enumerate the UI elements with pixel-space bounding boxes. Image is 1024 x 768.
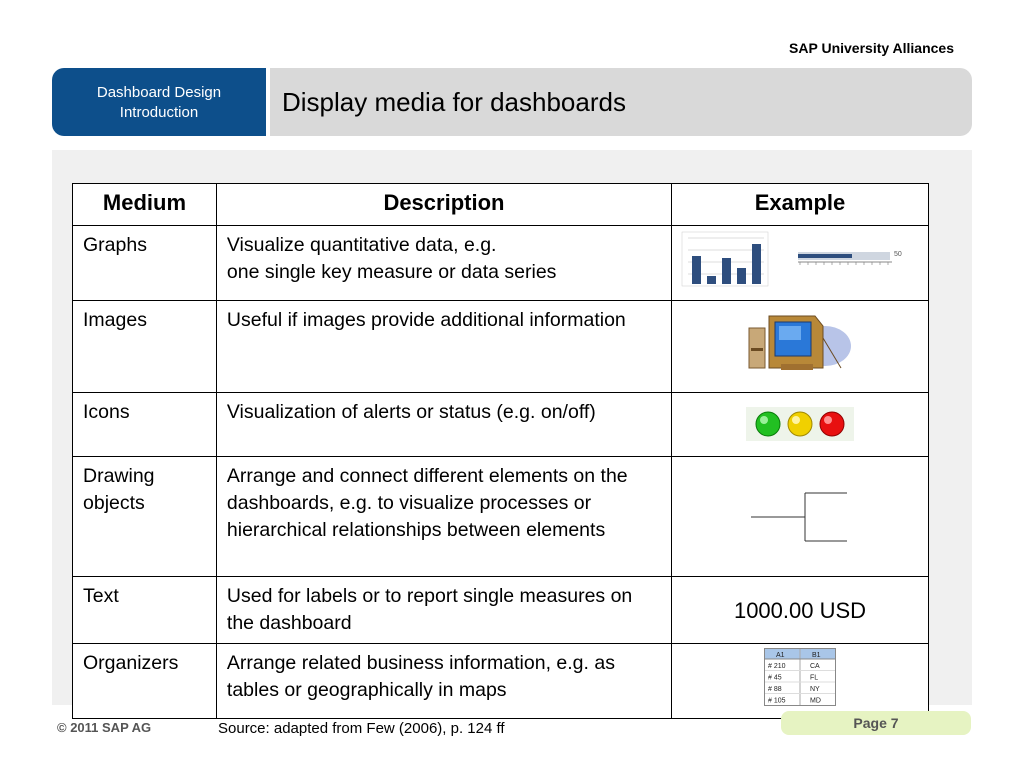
description-cell: Useful if images provide additional information (216, 301, 671, 393)
scale-label: 50 (894, 251, 902, 258)
table-row (73, 393, 929, 457)
mini-table-cell: CA (810, 663, 820, 670)
example-cell (672, 644, 929, 719)
header-example: Example (672, 184, 929, 226)
medium-cell: Text (73, 577, 217, 644)
connector-lines-icon (745, 483, 855, 543)
title-bar (270, 68, 972, 136)
example-cell (672, 301, 929, 393)
medium-cell: Icons (73, 393, 217, 457)
computer-icon (745, 308, 855, 378)
medium-line-1: Drawing (83, 465, 155, 487)
medium-line-2: objects (83, 492, 145, 514)
source-note: Source: adapted from Few (2006), p. 124 ff (218, 720, 505, 737)
mini-table-header: B1 (812, 652, 821, 659)
description-cell (216, 226, 671, 301)
mini-table-cell: NY (810, 686, 820, 693)
table-row (73, 301, 929, 393)
description-line-1: Visualize quantitative data, e.g. (226, 234, 497, 256)
example-cell (672, 457, 929, 577)
description-cell: Used for labels or to report single measures on the dashboard (216, 577, 671, 644)
mini-table-cell: # 88 (768, 686, 782, 693)
medium-cell (73, 457, 217, 577)
mini-table-icon (764, 648, 836, 706)
description-cell: Arrange related business information, e.g. as tables or geographically in maps (216, 644, 671, 719)
description-cell: Visualization of alerts or status (e.g. on/off) (216, 393, 671, 457)
description-line-2: one single key measure or data series (226, 261, 557, 283)
mini-table-cell: # 105 (768, 697, 786, 705)
medium-cell: Images (73, 301, 217, 393)
traffic-light-icon (746, 407, 854, 441)
description-cell: Arrange and connect different elements on the dashboards, e.g. to visualize processes or hierarchical relationships between elements (216, 457, 671, 577)
section-line-2: Introduction (119, 104, 199, 121)
mini-table-cell: MD (810, 697, 821, 705)
table-row (73, 644, 929, 719)
graph-example-icon (680, 230, 920, 288)
mini-table-cell: # 45 (768, 674, 782, 682)
text-example: 1000.00 USD (672, 577, 929, 644)
media-table (72, 183, 929, 719)
medium-cell: Graphs (73, 226, 217, 301)
mini-table-cell: FL (810, 674, 819, 682)
table-row (73, 226, 929, 301)
page-title: Display media for dashboards (282, 87, 626, 117)
page-number: Page 7 (853, 715, 899, 731)
table-row (73, 577, 929, 644)
example-cell (672, 393, 929, 457)
section-line-1: Dashboard Design (96, 84, 222, 101)
header-medium: Medium (73, 184, 217, 226)
mini-table-header: A1 (776, 652, 785, 659)
copyright: © 2011 SAP AG (57, 720, 152, 735)
table-header-row (73, 184, 929, 226)
slide-header (52, 68, 972, 136)
mini-table-cell: # 210 (768, 663, 786, 670)
medium-cell: Organizers (73, 644, 217, 719)
header-description: Description (216, 184, 671, 226)
section-label (52, 68, 266, 136)
brand-label: SAP University Alliances (789, 40, 954, 56)
example-cell (672, 226, 929, 301)
page-number-box (781, 711, 971, 735)
table-row (73, 457, 929, 577)
